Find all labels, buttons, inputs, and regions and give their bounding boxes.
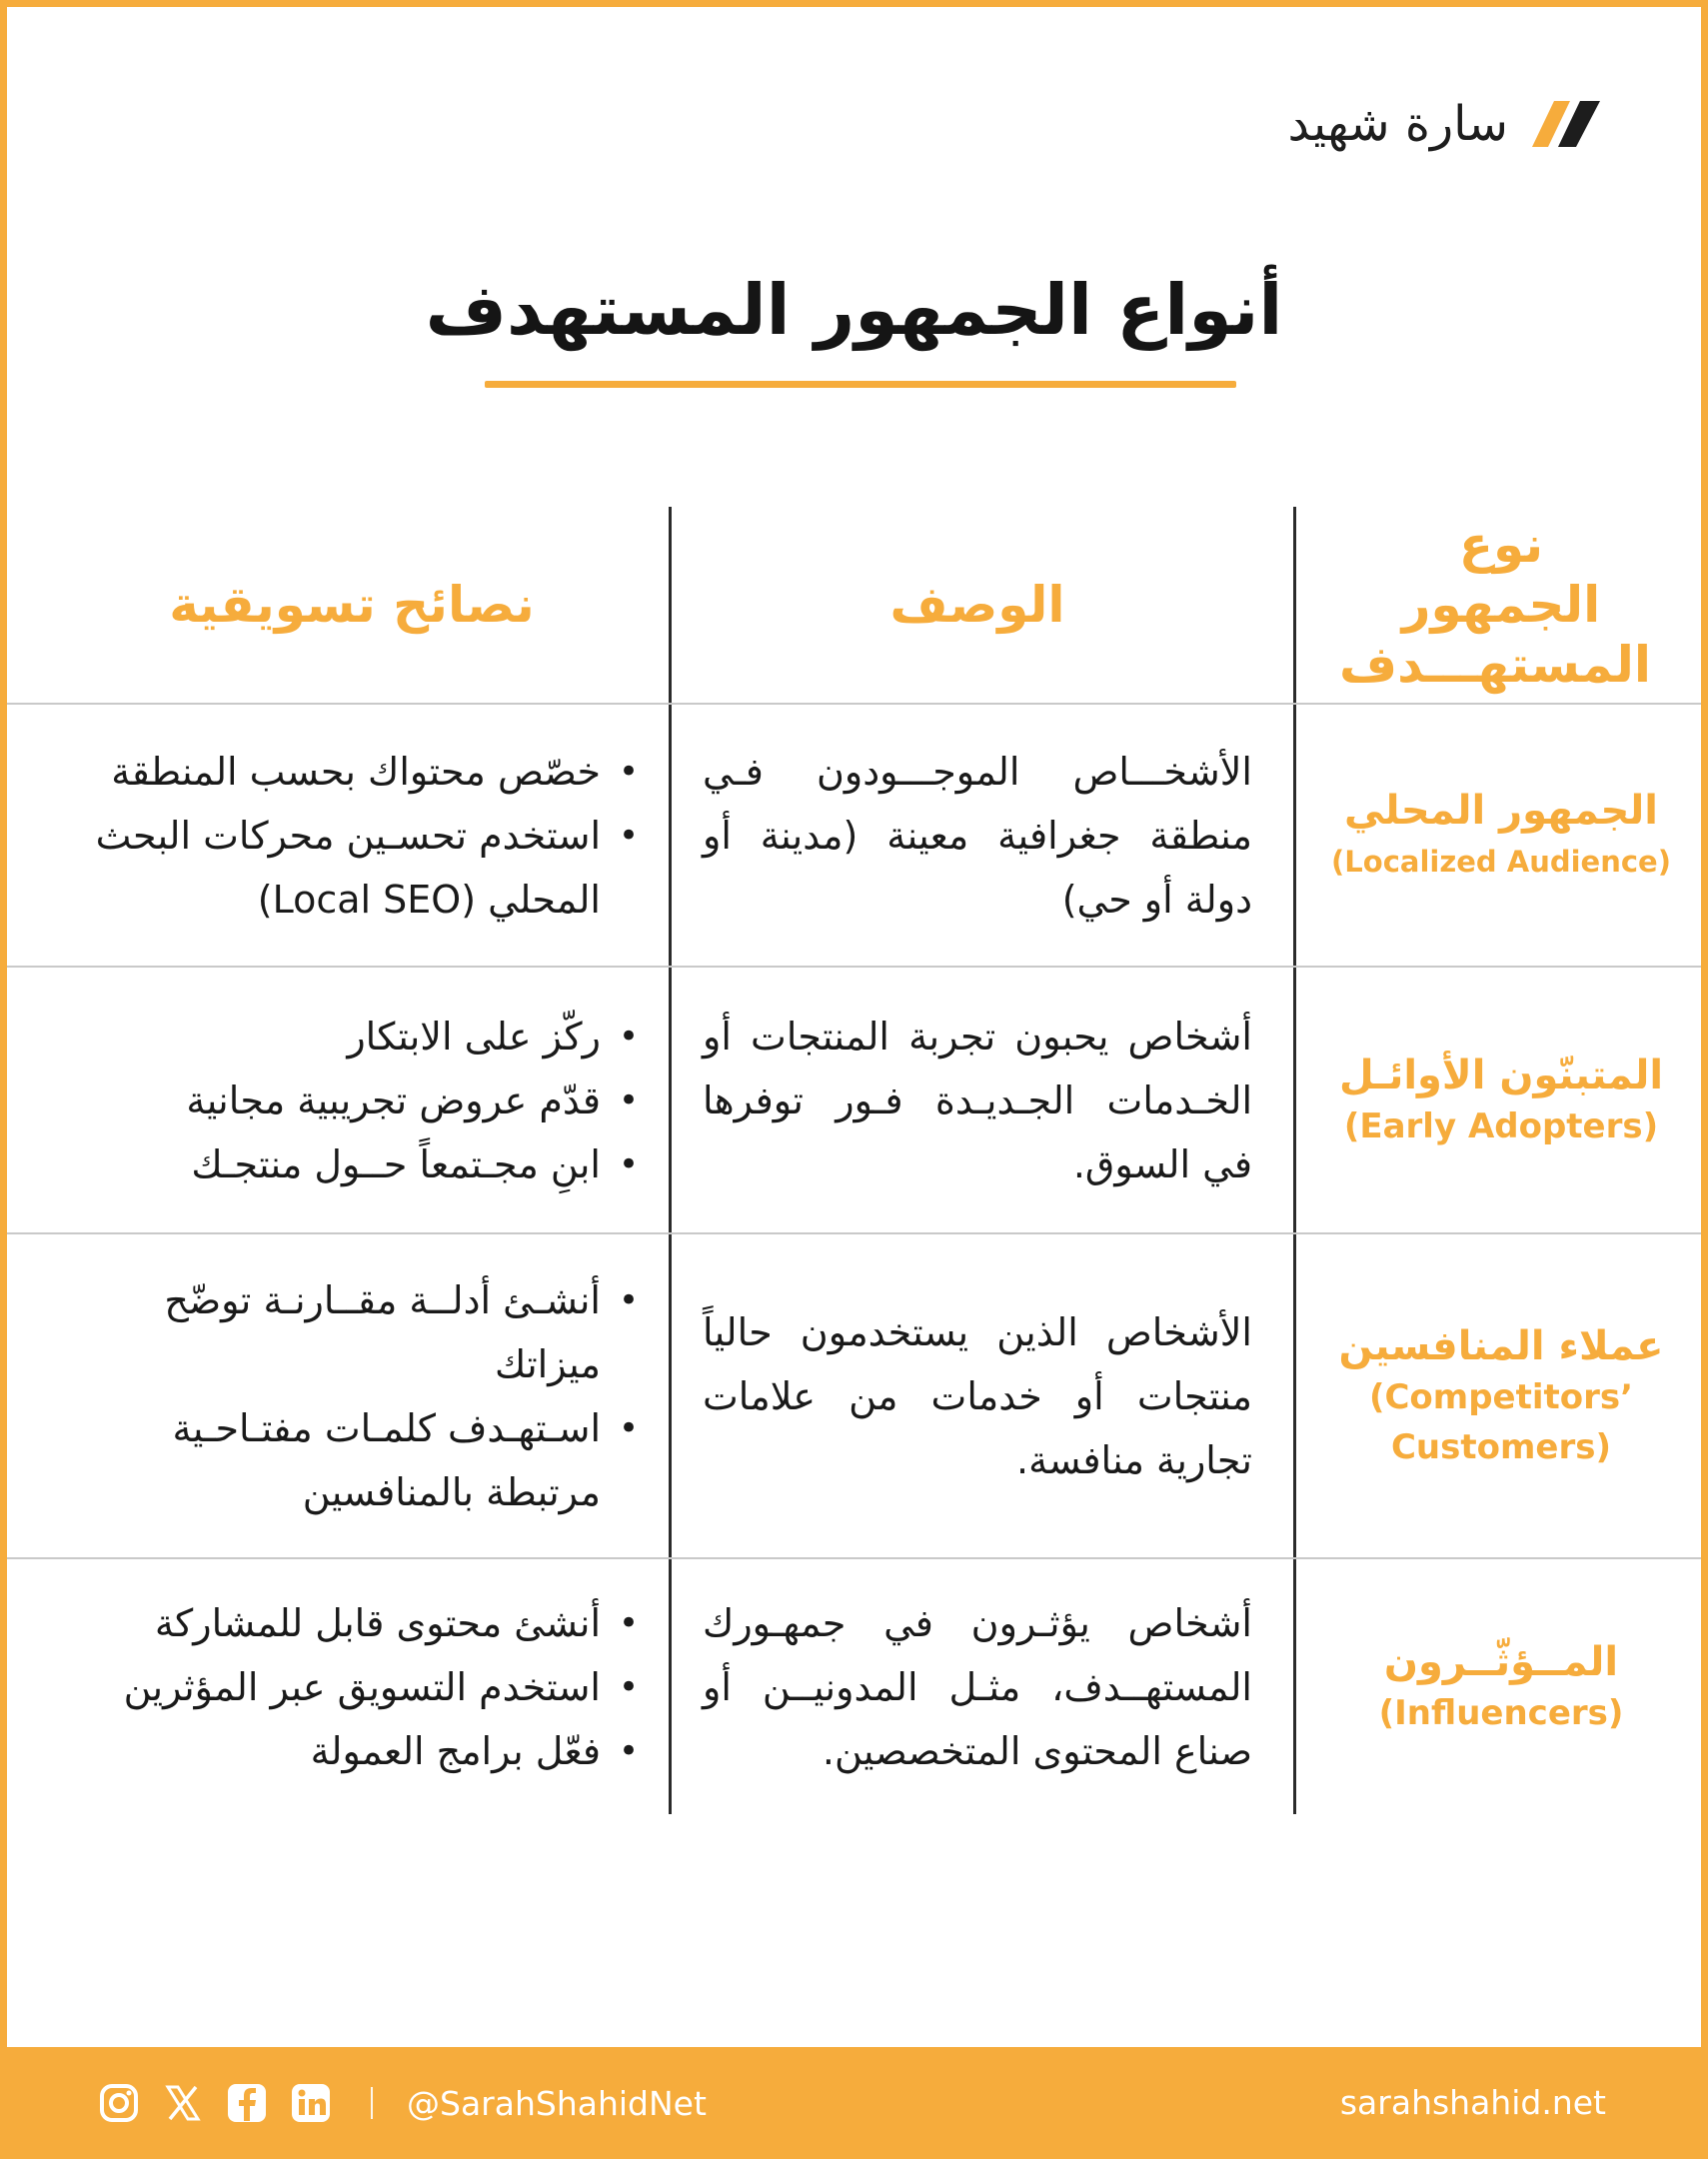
description-text: الأشخاص الذين يستخدمون حالياً منتجات أو خدمات من علامات تجارية منافسة. — [703, 1309, 1252, 1482]
tip-item: • خصّص محتواك بحسب المنطقة — [65, 740, 639, 804]
audience-type-name: المتبنّون الأوائـل — [1338, 1052, 1664, 1098]
table-row-tips — [7, 1234, 669, 1557]
facebook-icon[interactable] — [225, 2081, 269, 2125]
tips-list — [65, 1591, 639, 1783]
tip-item: • أنشئ محتوى قابل للمشاركة — [65, 1591, 639, 1655]
table-row-tips — [7, 968, 669, 1232]
header-tips: نصائح تسويقية — [169, 576, 535, 634]
header-description-cell — [673, 507, 1294, 703]
tip-item: • ركّز على الابتكار — [65, 1005, 639, 1069]
header-description: الوصف — [889, 576, 1065, 634]
table-row-tips — [7, 705, 669, 966]
table-row-tips — [7, 1559, 669, 1814]
brand-mark-icon — [1524, 95, 1606, 153]
social-handle[interactable]: @SarahShahidNet — [407, 2083, 707, 2123]
tip-item: • استخدم التسويق عبر المؤثرين — [65, 1655, 639, 1719]
header-type-cell — [1297, 507, 1705, 703]
audience-type-english: (Influencers) — [1378, 1692, 1624, 1733]
table-row-description — [673, 1559, 1294, 1814]
tip-item: • فعّل برامج العمولة — [65, 1719, 639, 1783]
table-row-type — [1297, 1559, 1705, 1814]
social-links — [97, 2047, 707, 2159]
tip-item: • أنشـئ أدلــة مقــارنـة توضّح ميزاتك — [65, 1268, 639, 1396]
x-icon[interactable] — [161, 2081, 205, 2125]
linkedin-icon[interactable] — [289, 2081, 333, 2125]
tip-item: • اسـتهـدف كلمـات مفتـاحـية مرتبطة بالمنافسين — [65, 1396, 639, 1524]
audience-type-english: (Early Adopters) — [1343, 1105, 1659, 1146]
website-link[interactable]: sarahshahid.net — [1339, 2083, 1606, 2122]
audience-type-name: عملاء المنافسين — [1338, 1322, 1664, 1369]
table-row-description — [673, 1234, 1294, 1557]
page-title: أنواع الجمهور المستهدف — [425, 269, 1283, 351]
description-text: الأشخـــاص الموجـــودون فـي منطقة جغرافية معينة (مدينة أو دولة أو حي) — [703, 749, 1252, 922]
audience-type-english: (Competitors’ Customers) — [1368, 1376, 1634, 1467]
title-underline — [485, 381, 1236, 388]
table-row-type — [1297, 968, 1705, 1232]
tip-item: • استخدم تحسـين محركات البحث المحلي (Local SEO) — [65, 804, 639, 932]
brand-name: سارة شهيد — [1287, 96, 1508, 152]
brand-logo — [1288, 95, 1606, 153]
table-row-description — [673, 705, 1294, 966]
description-text: أشخاص يؤثـرون في جمهـورك المستهــدف، مثـل المدونيــن أو صناع المحتوى المتخصصين. — [703, 1600, 1252, 1773]
header-type: نوع الجمهور المستهـــدف — [1339, 516, 1651, 694]
audience-type-name: الجمهور المحلي — [1344, 787, 1658, 834]
description-text: أشخاص يحبون تجربة المنتجات أو الخـدمات الجـديـدة فـور توفرها في السوق. — [703, 1014, 1252, 1186]
tips-list — [65, 740, 639, 932]
table-row-type — [1297, 705, 1705, 966]
tip-item: • قدّم عروض تجريبية مجانية — [65, 1069, 639, 1132]
table-row-description — [673, 968, 1294, 1232]
footer-bar — [7, 2047, 1701, 2159]
audience-type-english: (Localized Audience) — [1331, 844, 1671, 879]
audience-type-name: المــؤثّــرون — [1383, 1638, 1619, 1685]
instagram-icon[interactable] — [97, 2081, 141, 2125]
tips-list — [65, 1268, 639, 1524]
tips-list — [65, 1005, 639, 1196]
footer-separator — [371, 2087, 373, 2119]
tip-item: • ابنِ مجـتمعاً حــول منتجـك — [65, 1132, 639, 1196]
table-row-type — [1297, 1234, 1705, 1557]
header-tips-cell — [7, 507, 669, 703]
